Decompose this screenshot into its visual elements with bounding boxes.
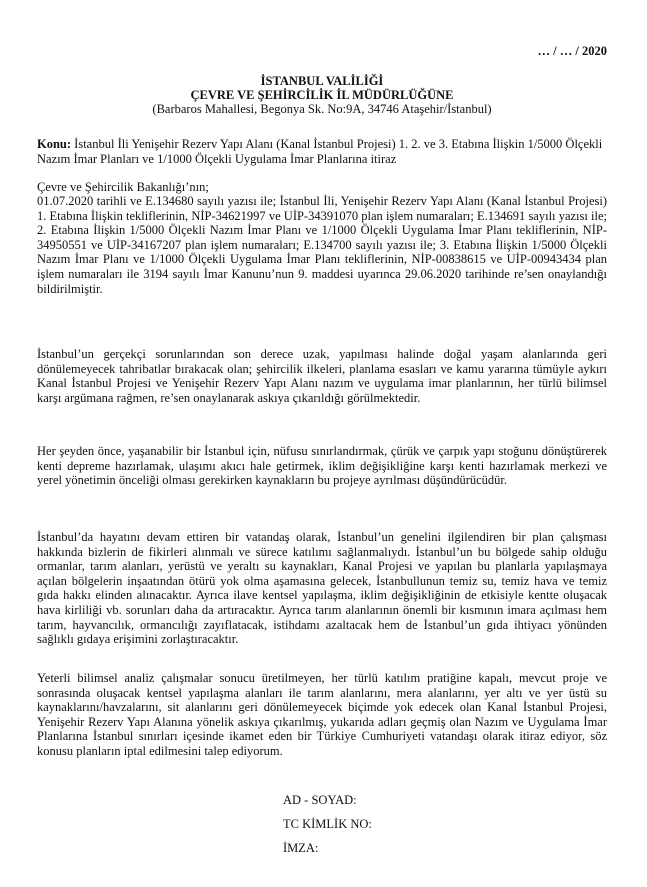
subject-text: İstanbul İli Yenişehir Rezerv Yapı Alanı (Kanal İstanbul Projesi) 1. 2. ve 3. Etabına İlişkin 1/5000 Ölçekli Nazım İmar Planları ve 1/1000 Ölçekli Uygulama İmar Planlarına itiraz: [37, 137, 603, 166]
signature-id-label: TC KİMLİK NO:: [283, 817, 372, 831]
recipient-heading: [37, 74, 607, 102]
recipient-address: (Barbaros Mahallesi, Begonya Sk. No:9A, 34746 Ataşehir/İstanbul): [152, 102, 492, 116]
subject-label: Konu:: [37, 137, 72, 151]
recipient-line-2: ÇEVRE VE ŞEHİRCİLİK İL MÜDÜRLÜĞÜNE: [190, 88, 454, 102]
body-paragraph-objection: İstanbul’un gerçekçi sorunlarından son derece uzak, yapılması halinde doğal yaşam alanlarında geri dönülemeyecek tahribatlar bırakacak olan; şehircilik ilkeleri, planlama esasları ve kamu yararına tümüyle aykırı Kanal İstanbul Projesi ve Yenişehir Rezerv Yapı Alanı nazım ve uygulama imar planlarının, her türlü bilimsel karşı argümana rağmen, re’sen onaylanarak askıya çıkarıldığı görülmektedir.: [37, 347, 607, 405]
body-intro: Çevre ve Şehircilik Bakanlığı’nın;: [37, 180, 209, 194]
signature-name-label: AD - SOYAD:: [283, 793, 357, 807]
document-date: … / … / 2020: [537, 44, 607, 58]
body-paragraph-notification: 01.07.2020 tarihli ve E.134680 sayılı yazısı ile; İstanbul İli, Yenişehir Rezerv Yapı Alanı (Kanal İstanbul Projesi) 1. Etabına İlişkin tekliflerinin, NİP-34621997 ve UİP-34391070 plan işlem numaraları; E.134691 sayılı yazısı ile; 2. Etabına İlişkin 1/5000 Ölçekli Nazım İmar Planı ve 1/1000 Ölçekli Uygulama İmar Planı tekliflerinin, NİP-34950551 ve UİP-34167207 plan işlem numaraları; E.134700 sayılı yazısı ile; 3. Etabına İlişkin 1/5000 Ölçekli Nazım İmar Planı ve 1/1000 Ölçekli Uygulama İmar Planı tekliflerinin, NİP-00838615 ve UİP-00943434 plan işlem numaraları ile 3194 sayılı İmar Kanunu’nun 9. maddesi uyarınca 29.06.2020 tarihinde re’sen onaylandığı bildirilmiştir.: [37, 194, 607, 296]
signature-sign-label: İMZA:: [283, 841, 319, 855]
body-paragraph-participation: İstanbul’da hayatını devam ettiren bir vatandaş olarak, İstanbul’un genelini ilgilendiren bir plan çalışması hakkında bizlerin de fikirleri alınmalı ve sürece katılımı sağlanmalıydı. İstanbul’un bu bölgede sahip olduğu ormanlar, tarım alanları, yerüstü ve yeraltı su kaynakları, Kanal Projesi ve yapılan bu planlarla yapılaşmaya açılan bölgelerin inşaatından ötürü yok olma aşamasına gelecek, İstanbullunun temiz su, temiz hava ve temiz gıda hakkı elinden alınacaktır. Ayrıca ilave kentsel yapılaşma, iklim değişikliğinin de etkisiyle kentte oluşacak hava kirliliği vb. sorunları daha da artıracaktır. Ayrıca tarım alanlarının önemli bir kısmının imara açılması hem tarım, hayvancılık, ormancılığı zayıflatacak, istihdamı azaltacak hem de İstanbul’un gıda ihtiyacı yönünden sağlıklı gıdaya erişimini zorlaştıracaktır.: [37, 530, 607, 647]
body-paragraph-priorities: Her şeyden önce, yaşanabilir bir İstanbul için, nüfusu sınırlandırmak, çürük ve çarpık yapı stoğunu dönüştürerek kenti depreme hazırlamak, ulaşımı akıcı hale getirmek, iklim değişikliğine karşı kenti hazırlamak merkezi ve yerel yönetimin önceliği olması gerekirken kaynakların bu projeye ayrılması düşündürücüdür.: [37, 444, 607, 488]
subject-line: [37, 137, 607, 167]
recipient-line-1: İSTANBUL VALİLİĞİ: [260, 74, 384, 88]
body-paragraph-request: Yeterli bilimsel analiz çalışmalar sonucu üretilmeyen, her türlü katılım pratiğine kapalı, mevcut proje ve sonrasında oluşacak kentsel yapılaşma alanları ile tarım alanlarını, mera alanlarını, yer altı ve yer üstü su kaynaklarını/havzalarını, sit alanlarını geri dönülemeyecek biçimde yok edecek olan Kanal İstanbul Projesi, Yenişehir Rezerv Yapı Alanına yönelik askıya çıkarılmış, yukarıda adları geçmiş olan Nazım ve Uygulama İmar Planlarına İstanbul sınırları içesinde ikamet eden bir Türkiye Cumhuriyeti vatandaşı olarak itiraz ediyor, söz konusu planların iptal edilmesini talep ediyorum.: [37, 671, 607, 758]
